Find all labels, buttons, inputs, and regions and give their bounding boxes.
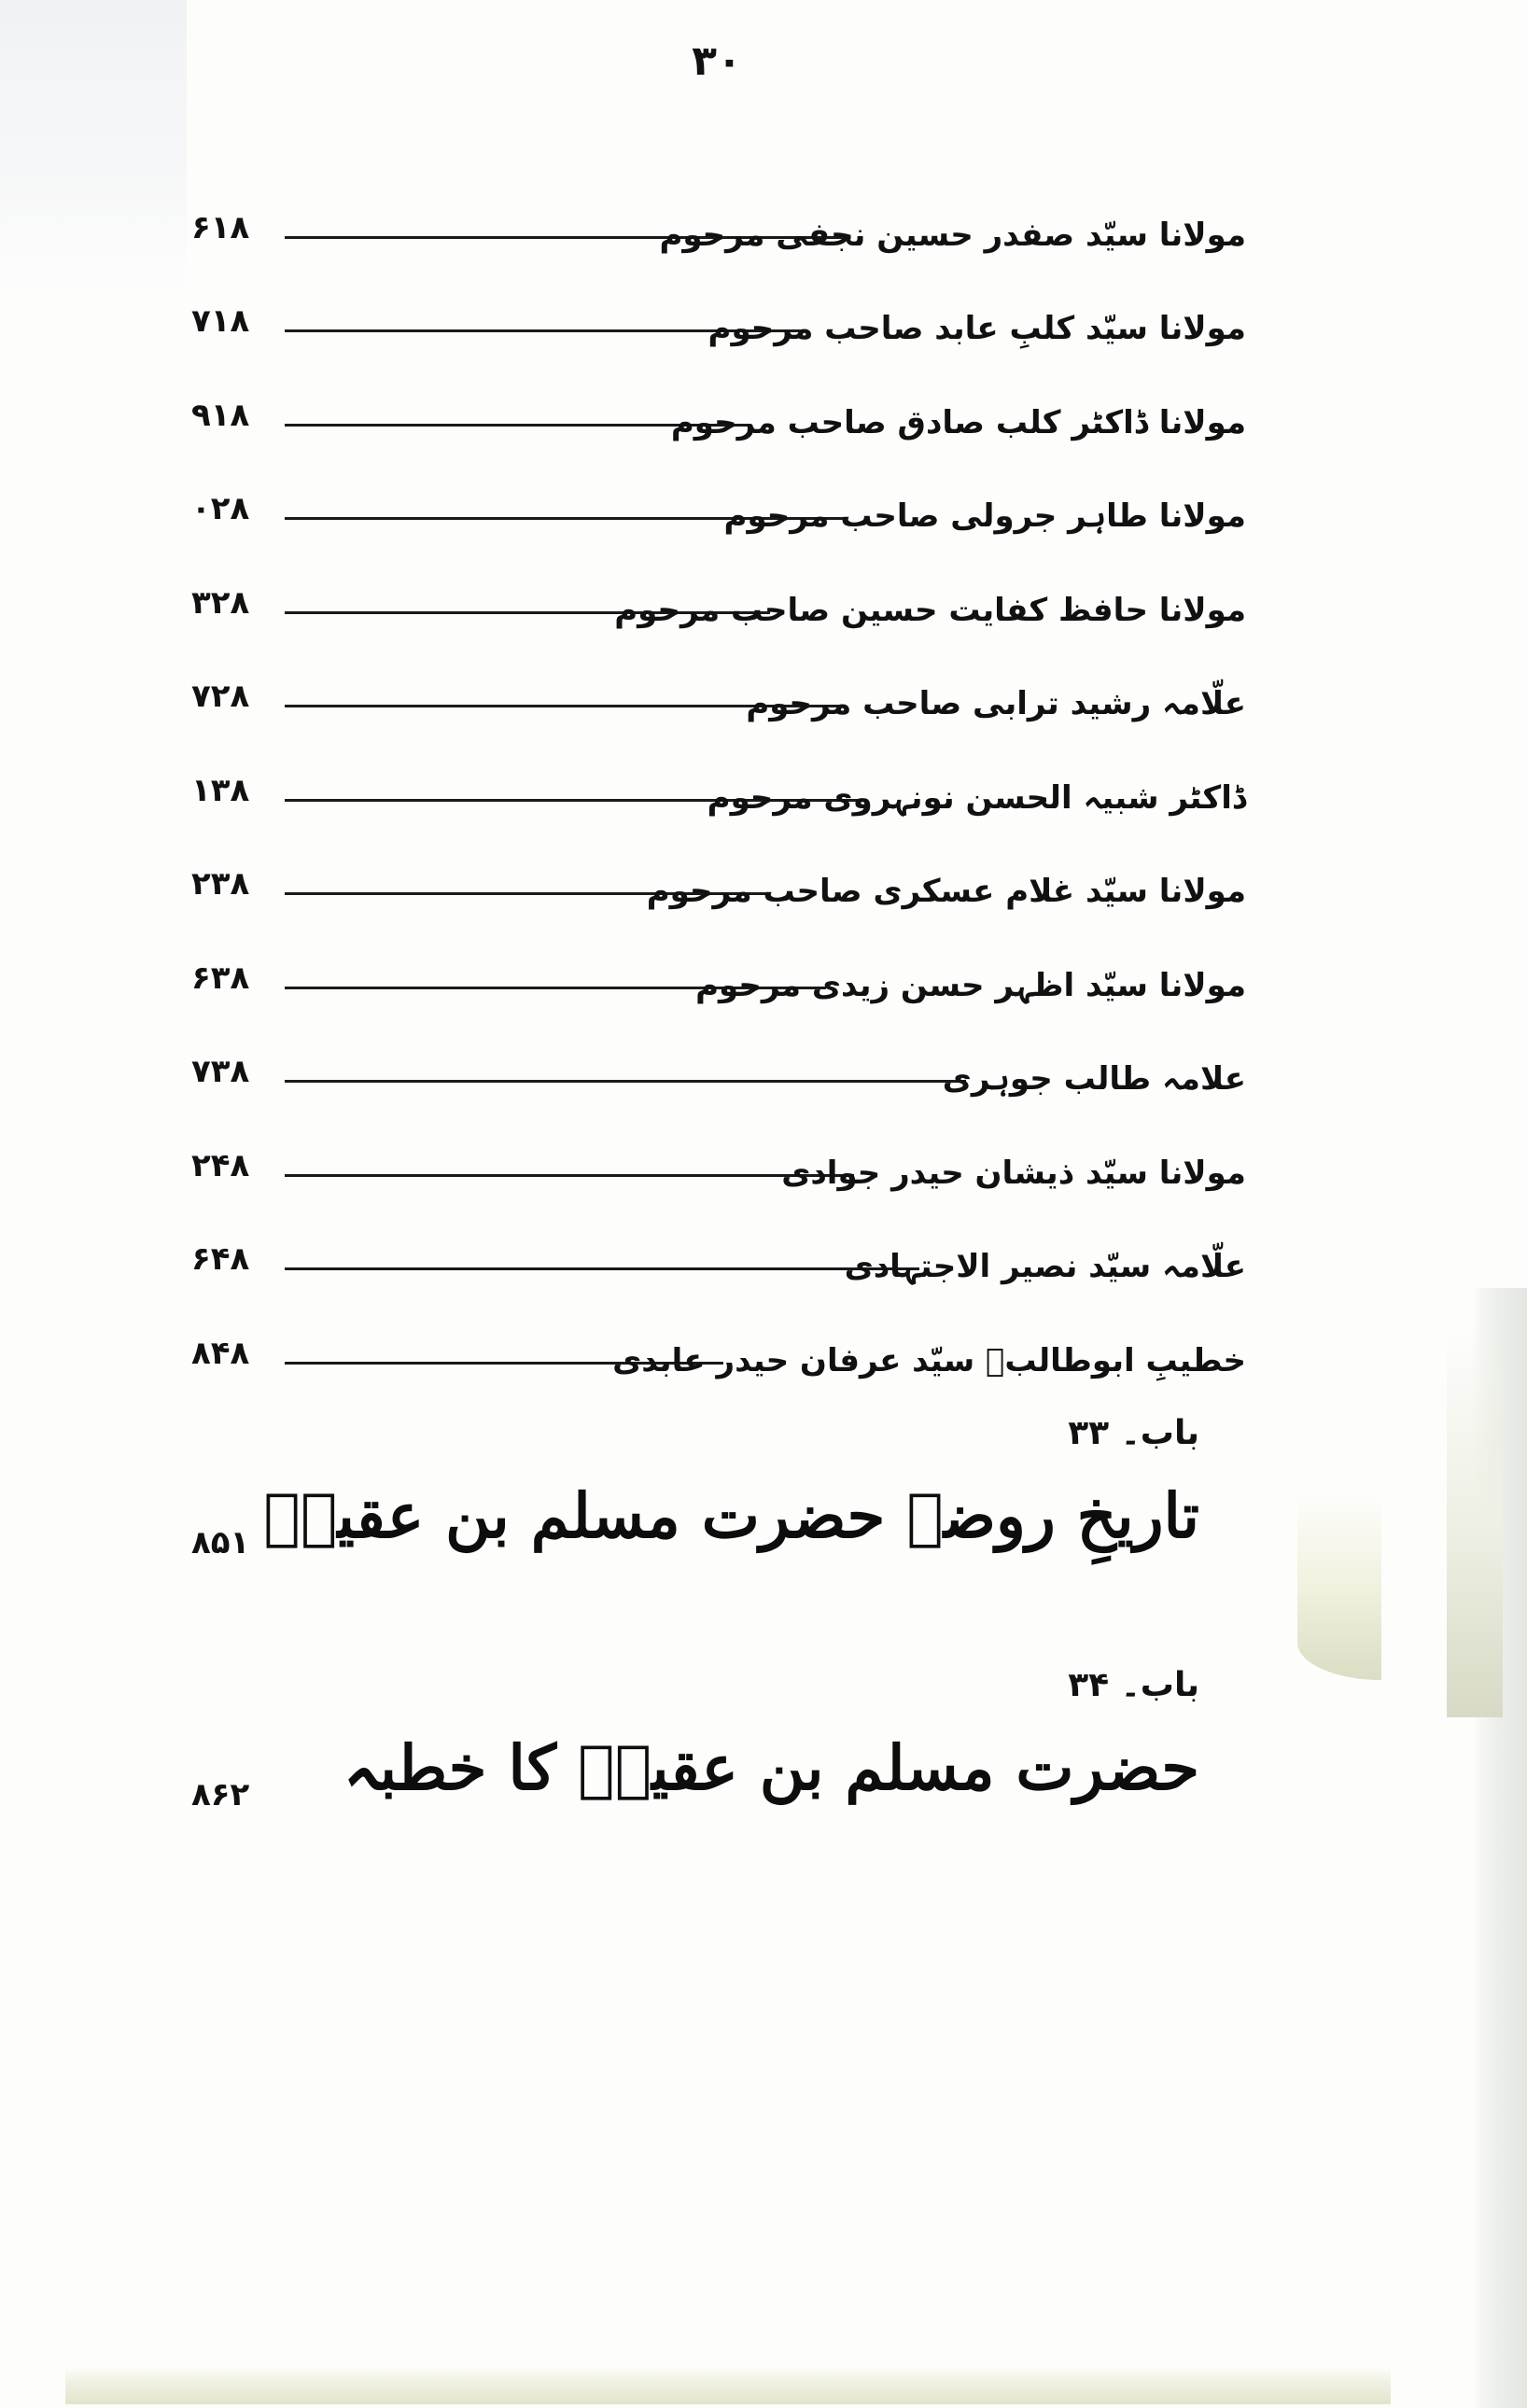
toc-title: مولانا سیّد صفدر حسین نجفی مرحوم (659, 216, 1246, 254)
toc-title: مولانا ڈاکٹر کلب صادق صاحب مرحوم (670, 403, 1246, 441)
toc-title: خطیبِ ابوطالبؑ سیّد عرفان حیدر عابدی (612, 1341, 1246, 1379)
page-number: ۳۰ (692, 37, 742, 85)
chapter-title: حضرت مسلم بن عقیلؑ کا خطبہ (343, 1731, 1199, 1804)
toc-title: مولانا طاہر جرولی صاحب مرحوم (723, 497, 1246, 535)
toc-entry[interactable] (191, 1298, 1246, 1393)
chapter-page-number: ۸۶۲ (191, 1776, 250, 1813)
chapter-label: باب۔ ۳۳ (1068, 1414, 1199, 1452)
table-of-contents (191, 173, 1246, 1393)
toc-title: علّامہ سیّد نصیر الاجتہادی (844, 1248, 1246, 1285)
toc-entry[interactable] (191, 830, 1246, 924)
toc-entry[interactable] (191, 548, 1246, 642)
toc-page-number: ۸۲۷ (191, 678, 250, 715)
toc-entry[interactable] (191, 1017, 1246, 1112)
toc-page-number: ۸۴۸ (191, 1334, 250, 1372)
chapter-title: تاریخِ روضۂ حضرت مسلم بن عقیلؑ (263, 1479, 1199, 1552)
toc-entry[interactable] (191, 267, 1246, 361)
dot-leader (285, 1174, 854, 1177)
toc-title: مولانا سیّد کلبِ عابد صاحب مرحوم (707, 310, 1246, 347)
toc-page-number: ۸۱۶ (191, 208, 250, 246)
toc-entry[interactable] (191, 173, 1246, 267)
toc-page-number: ۸۱۹ (191, 396, 250, 434)
toc-page-number: ۸۳۷ (191, 1053, 250, 1090)
toc-title: مولانا سیّد غلام عسکری صاحب مرحوم (646, 873, 1246, 910)
toc-entry[interactable] (191, 1205, 1246, 1299)
scan-bottom-edge (65, 2367, 1391, 2404)
page-curl (1447, 1325, 1503, 1717)
toc-page-number: ۸۳۱ (191, 771, 250, 809)
dot-leader (285, 1267, 919, 1270)
toc-entry[interactable] (191, 735, 1246, 830)
chapter-entry[interactable] (191, 1666, 1199, 1881)
toc-entry[interactable] (191, 923, 1246, 1017)
toc-page-number: ۸۳۶ (191, 959, 250, 997)
toc-page-number: ۸۲۰ (191, 490, 250, 527)
chapter-entry[interactable] (191, 1414, 1199, 1629)
toc-title: علّامہ رشید ترابی صاحب مرحوم (746, 685, 1246, 722)
toc-entry[interactable] (191, 642, 1246, 736)
toc-title: ڈاکٹر شبیہ الحسن نونہروی مرحوم (707, 778, 1246, 817)
toc-title: علامہ طالب جوہری (942, 1060, 1246, 1098)
toc-title: مولانا سیّد اظہر حسن زیدی مرحوم (695, 966, 1246, 1004)
chapter-label: باب۔ ۳۴ (1068, 1666, 1199, 1704)
toc-page-number: ۸۳۲ (191, 865, 250, 903)
toc-page-number: ۸۴۶ (191, 1240, 250, 1278)
toc-entry[interactable] (191, 360, 1246, 455)
toc-page-number: ۸۴۲ (191, 1146, 250, 1184)
toc-title: مولانا سیّد ذیشان حیدر جوادی (781, 1154, 1246, 1192)
dot-leader (285, 1080, 966, 1083)
toc-entry[interactable] (191, 455, 1246, 549)
toc-page-number: ۸۱۷ (191, 302, 250, 340)
toc-title: مولانا حافظ کفایت حسین صاحب مرحوم (614, 591, 1246, 629)
page-curl (1297, 1493, 1381, 1680)
toc-entry[interactable] (191, 1111, 1246, 1205)
toc-page-number: ۸۲۳ (191, 583, 250, 622)
chapter-page-number: ۸۵۱ (191, 1524, 250, 1561)
